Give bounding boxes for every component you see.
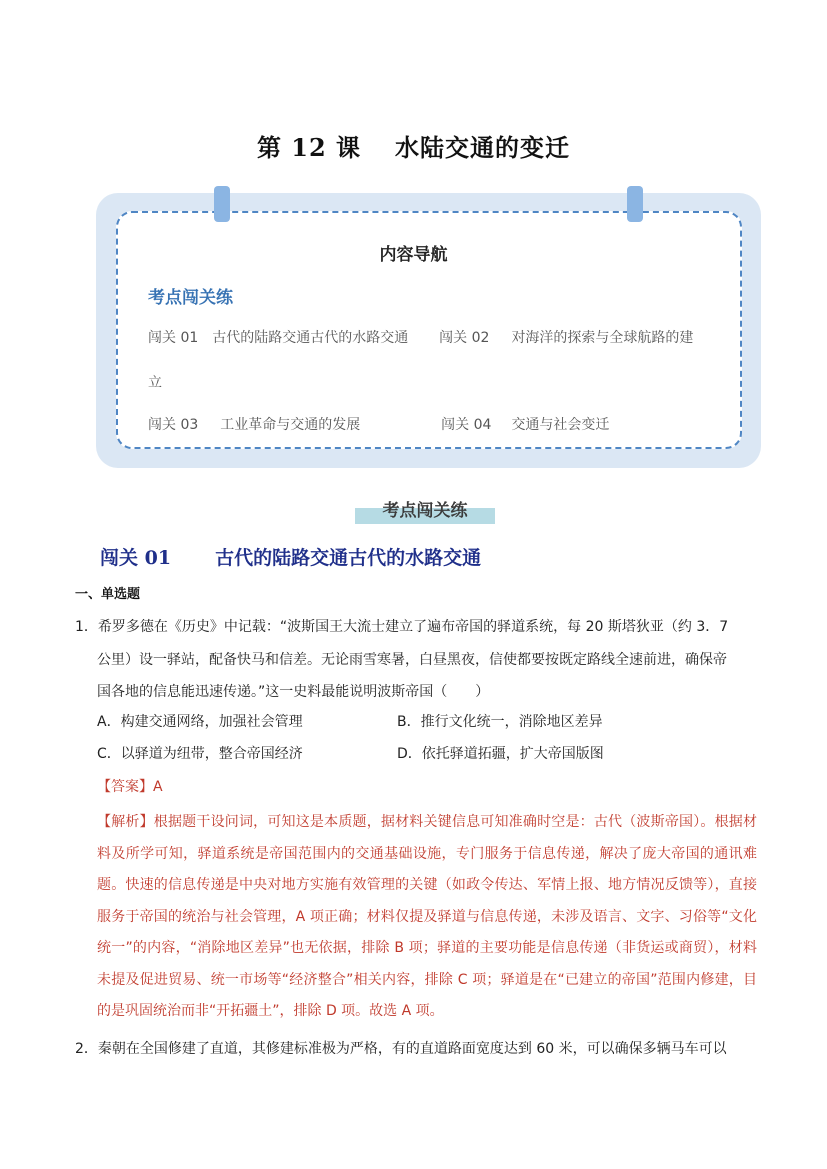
lesson-name: 水陆交通的变迁 <box>395 133 571 162</box>
nav-item-03-title: 工业革命与交通的发展 <box>220 417 361 433</box>
section-heading <box>100 543 481 570</box>
nav-item-02-title-cont[interactable]: 立 <box>148 375 162 391</box>
nav-item-03-code: 闯关 03 <box>148 417 199 433</box>
nav-item-04-title: 交通与社会变迁 <box>511 417 610 433</box>
nav-item-03[interactable] <box>148 414 360 434</box>
nav-row-1 <box>148 327 693 347</box>
question-1-line-1: 1．希罗多德在《历史》中记载：“波斯国王大流士建立了遍布帝国的驿道系统，每 20 斯塔狄亚（约 3．7 <box>75 619 729 635</box>
nav-heading: 内容导航 <box>379 245 448 265</box>
nav-item-01-title: 古代的陆路交通古代的水路交通 <box>212 330 409 346</box>
option-a[interactable]: A．构建交通网络，加强社会管理 <box>97 714 303 730</box>
pin-left-decoration <box>214 186 230 222</box>
nav-row-2 <box>148 372 162 392</box>
nav-item-04[interactable] <box>441 414 609 434</box>
banner-label: 考点闯关练 <box>382 501 468 521</box>
nav-item-01[interactable] <box>148 327 408 347</box>
question-type-heading: 一、单选题 <box>75 587 141 602</box>
nav-item-02-code: 闯关 02 <box>439 330 490 346</box>
pin-right-decoration <box>627 186 643 222</box>
nav-item-01-code: 闯关 01 <box>148 330 199 346</box>
option-b[interactable]: B．推行文化统一，消除地区差异 <box>397 714 603 730</box>
section-title: 古代的陆路交通古代的水路交通 <box>215 547 482 569</box>
lesson-title <box>0 128 827 163</box>
question-2-stem: 2．秦朝在全国修建了直道，其修建标准极为严格，有的直道路面宽度达到 60 米，可以确保多辆马车可以 <box>75 1041 727 1057</box>
answer-label: 【答案】A <box>97 779 163 795</box>
question-1-stem <box>75 611 755 709</box>
question-1-line-3: 国各地的信息能迅速传递。”这一史料最能说明波斯帝国（ ） <box>97 684 490 700</box>
nav-item-02-title: 对海洋的探索与全球航路的建 <box>511 330 694 346</box>
option-c[interactable]: C．以驿道为纽带，整合帝国经济 <box>97 746 303 762</box>
lesson-number: 第 12 课 <box>256 133 362 162</box>
question-1-line-2: 公里）设一驿站，配备快马和信差。无论雨雪寒暑，白昼黑夜，信使都要按既定路线全速前进，确保帝 <box>97 651 727 668</box>
nav-item-02[interactable] <box>439 327 693 347</box>
section-code: 闯关 01 <box>100 547 172 569</box>
nav-row-3 <box>148 414 609 434</box>
analysis-text: 【解析】根据题干设问词，可知这是本质题，据材料关键信息可知准确时空是：古代（波斯帝国）。根据材料及所学可知，驿道系统是帝国范围内的交通基础设施，专门服务于信息传递，解决了庞大帝国的通讯难题。快速的信息传递是中央对地方实施有效管理的关键（如政令传达、军情上报、地方情况反馈等），直接服务于帝国的统治与社会管理，A 项正确；材料仅提及驿道与信息传递，未涉及语言、文字、习俗等“文化统一”的内容，“消除地区差异”也无依据，排除 B 项；驿道的主要功能是信息传递（非货运或商贸），材料未提及促进贸易、统一市场等“经济整合”相关内容，排除 C 项；驿道是在“已建立的帝国”范围内修建，目的是巩固统治而非“开拓疆土”，排除 D 项。故选 A 项。 <box>97 814 757 1019</box>
nav-item-04-code: 闯关 04 <box>441 417 492 433</box>
option-d[interactable]: D．依托驿道拓疆，扩大帝国版图 <box>397 746 604 762</box>
nav-section-label: 考点闯关练 <box>148 288 233 308</box>
